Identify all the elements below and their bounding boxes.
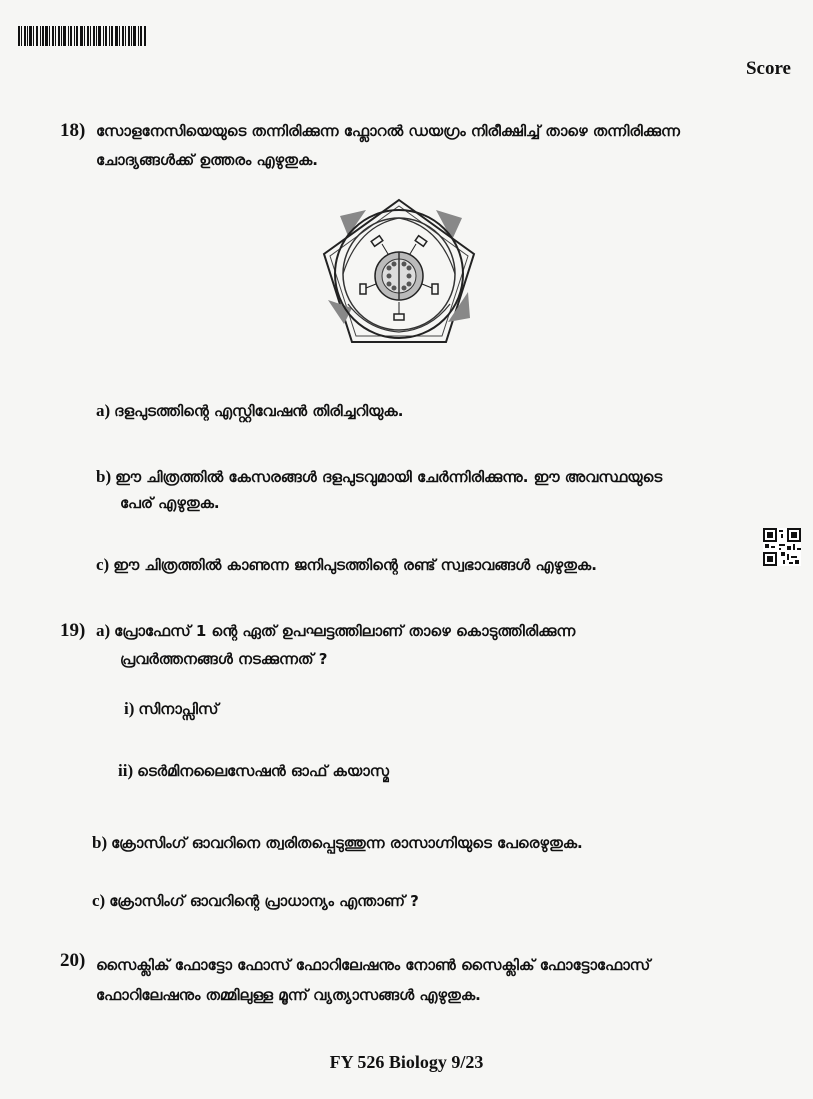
q19a-label: a) [96,621,111,640]
q19c-label: c) [92,891,106,910]
q19a-ii-label: ii) [118,761,134,780]
barcode-icon [18,26,146,46]
page-footer: FY 526 Biology 9/23 [329,1052,484,1072]
q18c-text: ഈ ചിത്രത്തിൽ കാണുന്ന ജനിപുടത്തിന്റെ രണ്ട് സ്വഭാവങ്ങൾ എഴുതുക. [113,556,597,574]
q18b-text-line2: പേര് എഴുതുക. [120,494,220,512]
q18-text-line1: സോളനേസിയെയുടെ തന്നിരിക്കുന്ന ഫ്ലോറൽ ഡയഗ്രം നിരീക്ഷിച്ച് താഴെ തന്നിരിക്കുന്ന [96,122,680,140]
q20-text-line1: സൈക്ലിക് ഫോട്ടോ ഫോസ് ഫോറിലേഷനും നോൺ സൈക്ലിക് ഫോട്ടോഫോസ് [96,956,651,974]
q19a-i [124,696,218,722]
q19a-text-line1: പ്രോഫേസ് 1 ന്റെ ഏത് ഉപഘട്ടത്തിലാണ് താഴെ കൊടുത്തിരിക്കുന്ന [114,622,576,640]
q19a [96,618,575,644]
score-label: Score [745,58,791,79]
q18c-label: c) [96,555,110,574]
q19b-label: b) [92,833,108,852]
question-number-20: 20) [60,950,86,971]
q19a-i-text: സിനാപ്സിസ് [138,700,219,718]
q18-text-line2: ചോദ്യങ്ങൾക്ക് ഉത്തരം എഴുതുക. [96,151,318,169]
q19a-i-label: i) [124,699,135,718]
q19c [92,888,419,914]
q18b-label: b) [96,467,112,486]
q20-text-line2: ഫോറിലേഷനും തമ്മിലുള്ള മൂന്ന് വ്യത്യാസങ്ങൾ എഴുതുക. [96,986,481,1004]
q18a [96,398,403,424]
q18b [96,464,662,490]
q18c [96,552,597,578]
q19a-ii [118,758,389,784]
q18a-text: ദളപുടത്തിന്റെ എസ്റ്റിവേഷൻ തിരിച്ചറിയുക. [114,402,404,420]
q18b-text-line1: ഈ ചിത്രത്തിൽ കേസരങ്ങൾ ദളപുടവുമായി ചേർന്നിരിക്കുന്നു. ഈ അവസ്ഥയുടെ [115,468,663,486]
q19b [92,830,583,856]
question-number-19: 19) [60,620,86,641]
q19a-ii-text: ടെർമിനലൈസേഷൻ ഓഫ് കയാസ്മ [137,762,389,780]
q19c-text: ക്രോസിംഗ് ഓവറിന്റെ പ്രാധാന്യം എന്താണ് ? [109,892,419,910]
q19a-text-line2: പ്രവർത്തനങ്ങൾ നടക്കുന്നത് ? [120,650,328,668]
q18a-label: a) [96,401,111,420]
qr-code-icon [763,528,801,566]
q19b-text: ക്രോസിംഗ് ഓവറിനെ ത്വരിതപ്പെടുത്തുന്ന രാസാഗ്നിയുടെ പേരെഴുതുക. [111,834,583,852]
floral-diagram-icon [318,196,480,348]
question-number-18: 18) [60,120,86,141]
